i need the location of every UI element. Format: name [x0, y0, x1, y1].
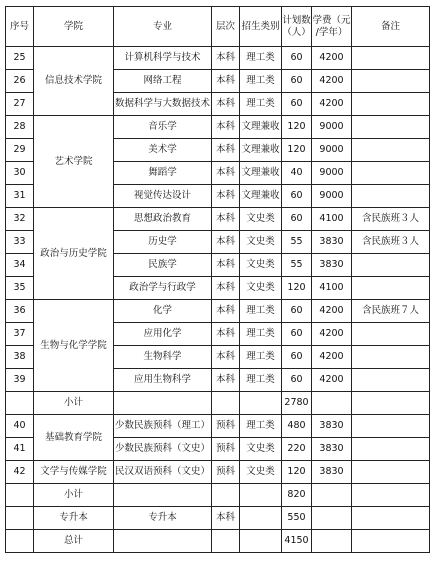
cell-seq: 26	[6, 70, 34, 93]
total-plan: 4150	[282, 530, 312, 553]
cell-fee	[312, 507, 352, 530]
cell-major: 网络工程	[114, 70, 212, 93]
cell-type: 理工类	[240, 369, 282, 392]
table-row	[6, 208, 430, 231]
cell-fee: 3830	[312, 438, 352, 461]
cell-major: 视觉传达设计	[114, 185, 212, 208]
cell-seq: 33	[6, 231, 34, 254]
table-cell	[352, 484, 430, 507]
cell-level: 本科	[212, 231, 240, 254]
cell-level: 预科	[212, 415, 240, 438]
cell-note	[352, 415, 430, 438]
table-cell	[312, 392, 352, 415]
cell-level: 本科	[212, 277, 240, 300]
cell-college: 政治与历史学院	[34, 208, 114, 300]
cell-note	[352, 254, 430, 277]
cell-note	[352, 438, 430, 461]
cell-level: 本科	[212, 507, 240, 530]
table-cell	[240, 392, 282, 415]
cell-type: 文理兼收	[240, 116, 282, 139]
cell-plan: 480	[282, 415, 312, 438]
cell-plan: 60	[282, 369, 312, 392]
cell-seq: 32	[6, 208, 34, 231]
cell-plan: 220	[282, 438, 312, 461]
cell-fee: 3830	[312, 254, 352, 277]
cell-note	[352, 116, 430, 139]
table-cell	[6, 392, 34, 415]
cell-plan: 60	[282, 346, 312, 369]
cell-plan: 60	[282, 47, 312, 70]
cell-level: 本科	[212, 70, 240, 93]
table-header-row	[6, 7, 430, 47]
cell-college: 文学与传媒学院	[34, 461, 114, 484]
cell-plan: 60	[282, 323, 312, 346]
cell-seq: 34	[6, 254, 34, 277]
cell-seq: 28	[6, 116, 34, 139]
cell-plan: 60	[282, 300, 312, 323]
cell-type: 理工类	[240, 323, 282, 346]
cell-seq: 38	[6, 346, 34, 369]
cell-level: 本科	[212, 185, 240, 208]
table-cell	[240, 484, 282, 507]
total-row	[6, 530, 430, 553]
cell-note	[352, 369, 430, 392]
table-row	[6, 116, 430, 139]
cell-seq: 29	[6, 139, 34, 162]
cell-note	[352, 70, 430, 93]
cell-level: 本科	[212, 369, 240, 392]
cell-major: 专升本	[114, 507, 212, 530]
cell-type: 文史类	[240, 461, 282, 484]
cell-level: 本科	[212, 323, 240, 346]
cell-major: 化学	[114, 300, 212, 323]
cell-level: 预科	[212, 438, 240, 461]
cell-level: 本科	[212, 346, 240, 369]
table-cell	[240, 530, 282, 553]
cell-type: 理工类	[240, 300, 282, 323]
total-label: 总计	[34, 530, 114, 553]
cell-college: 生物与化学学院	[34, 300, 114, 392]
cell-note	[352, 507, 430, 530]
header-seq: 序号	[6, 7, 34, 47]
table-cell	[212, 392, 240, 415]
cell-fee: 3830	[312, 461, 352, 484]
cell-major: 民族学	[114, 254, 212, 277]
cell-note	[352, 323, 430, 346]
cell-major: 历史学	[114, 231, 212, 254]
cell-major: 计算机科学与技术	[114, 47, 212, 70]
table-cell	[352, 392, 430, 415]
cell-type: 理工类	[240, 93, 282, 116]
cell-fee: 4200	[312, 300, 352, 323]
header-plan-line2: （人）	[282, 26, 311, 38]
cell-note	[352, 162, 430, 185]
cell-major: 应用生物科学	[114, 369, 212, 392]
cell-level: 本科	[212, 116, 240, 139]
cell-plan: 120	[282, 277, 312, 300]
cell-note	[352, 139, 430, 162]
cell-note: 含民族班３人	[352, 208, 430, 231]
cell-fee: 4200	[312, 323, 352, 346]
table-row	[6, 47, 430, 70]
cell-fee: 4200	[312, 369, 352, 392]
cell-level: 预科	[212, 461, 240, 484]
cell-major: 生物科学	[114, 346, 212, 369]
cell-major: 舞蹈学	[114, 162, 212, 185]
cell-note	[352, 461, 430, 484]
subtotal-label: 小计	[34, 392, 114, 415]
cell-seq: 25	[6, 47, 34, 70]
cell-seq: 39	[6, 369, 34, 392]
cell-type: 理工类	[240, 70, 282, 93]
cell-plan: 55	[282, 231, 312, 254]
cell-level: 本科	[212, 208, 240, 231]
header-college: 学院	[34, 7, 114, 47]
cell-major: 音乐学	[114, 116, 212, 139]
cell-seq: 36	[6, 300, 34, 323]
header-level: 层次	[212, 7, 240, 47]
cell-note	[352, 185, 430, 208]
table-row	[6, 507, 430, 530]
cell-seq: 40	[6, 415, 34, 438]
cell-major: 少数民族预科（文史）	[114, 438, 212, 461]
table-row	[6, 461, 430, 484]
cell-fee: 9000	[312, 139, 352, 162]
header-type: 招生类别	[240, 7, 282, 47]
cell-level: 本科	[212, 162, 240, 185]
cell-type: 文史类	[240, 208, 282, 231]
cell-fee: 3830	[312, 415, 352, 438]
cell-type: 理工类	[240, 346, 282, 369]
cell-major: 数据科学与大数据技术	[114, 93, 212, 116]
table-cell	[312, 484, 352, 507]
cell-level: 本科	[212, 93, 240, 116]
cell-fee: 3830	[312, 231, 352, 254]
cell-major: 政治学与行政学	[114, 277, 212, 300]
subtotal-plan: 820	[282, 484, 312, 507]
cell-major: 少数民族预科（理工）	[114, 415, 212, 438]
table-row	[6, 300, 430, 323]
cell-college: 艺术学院	[34, 116, 114, 208]
subtotal-label: 小计	[34, 484, 114, 507]
table-cell	[212, 484, 240, 507]
cell-note	[352, 346, 430, 369]
cell-level: 本科	[212, 300, 240, 323]
enrollment-plan-table	[5, 6, 430, 553]
cell-fee: 4200	[312, 47, 352, 70]
cell-college: 专升本	[34, 507, 114, 530]
header-note: 备注	[352, 7, 430, 47]
cell-fee: 9000	[312, 185, 352, 208]
table-row	[6, 415, 430, 438]
table-cell	[114, 484, 212, 507]
cell-type: 文理兼收	[240, 139, 282, 162]
header-major: 专业	[114, 7, 212, 47]
cell-type: 文史类	[240, 254, 282, 277]
cell-note	[352, 93, 430, 116]
cell-fee: 4100	[312, 277, 352, 300]
cell-seq: 30	[6, 162, 34, 185]
cell-plan: 60	[282, 185, 312, 208]
cell-college: 信息技术学院	[34, 47, 114, 116]
header-fee-line2: /学年）	[315, 26, 348, 38]
table-cell	[114, 530, 212, 553]
table-body	[6, 47, 430, 553]
cell-type: 文理兼收	[240, 162, 282, 185]
header-fee	[312, 7, 352, 47]
cell-type: 理工类	[240, 415, 282, 438]
cell-major: 民汉双语预科（文史）	[114, 461, 212, 484]
cell-plan: 550	[282, 507, 312, 530]
cell-fee: 9000	[312, 162, 352, 185]
header-plan	[282, 7, 312, 47]
cell-fee: 4200	[312, 93, 352, 116]
cell-fee: 4200	[312, 346, 352, 369]
cell-major: 思想政治教育	[114, 208, 212, 231]
table-cell	[114, 392, 212, 415]
cell-seq: 41	[6, 438, 34, 461]
header-fee-line1: 学费（元	[312, 14, 351, 26]
cell-type: 文史类	[240, 277, 282, 300]
cell-major: 美术学	[114, 139, 212, 162]
cell-plan: 60	[282, 208, 312, 231]
cell-type	[240, 507, 282, 530]
cell-plan: 40	[282, 162, 312, 185]
cell-level: 本科	[212, 139, 240, 162]
cell-type: 理工类	[240, 47, 282, 70]
cell-plan: 120	[282, 116, 312, 139]
cell-plan: 55	[282, 254, 312, 277]
cell-seq: 42	[6, 461, 34, 484]
cell-type: 文史类	[240, 231, 282, 254]
cell-level: 本科	[212, 254, 240, 277]
cell-seq: 35	[6, 277, 34, 300]
cell-plan: 120	[282, 139, 312, 162]
subtotal-plan: 2780	[282, 392, 312, 415]
table-cell	[6, 530, 34, 553]
cell-fee: 4100	[312, 208, 352, 231]
table-cell	[212, 530, 240, 553]
cell-type: 文史类	[240, 438, 282, 461]
cell-note	[352, 277, 430, 300]
cell-seq: 27	[6, 93, 34, 116]
header-plan-line1: 计划数	[282, 14, 311, 26]
cell-level: 本科	[212, 47, 240, 70]
cell-fee: 9000	[312, 116, 352, 139]
cell-seq	[6, 507, 34, 530]
cell-fee: 4200	[312, 70, 352, 93]
cell-college: 基础教育学院	[34, 415, 114, 461]
cell-seq: 37	[6, 323, 34, 346]
cell-plan: 60	[282, 70, 312, 93]
subtotal-row	[6, 392, 430, 415]
cell-type: 文理兼收	[240, 185, 282, 208]
table-cell	[312, 530, 352, 553]
cell-note	[352, 47, 430, 70]
cell-note: 含民族班３人	[352, 231, 430, 254]
cell-plan: 60	[282, 93, 312, 116]
cell-note: 含民族班７人	[352, 300, 430, 323]
cell-major: 应用化学	[114, 323, 212, 346]
table-cell	[6, 484, 34, 507]
cell-seq: 31	[6, 185, 34, 208]
table-cell	[352, 530, 430, 553]
subtotal-row	[6, 484, 430, 507]
cell-plan: 120	[282, 461, 312, 484]
